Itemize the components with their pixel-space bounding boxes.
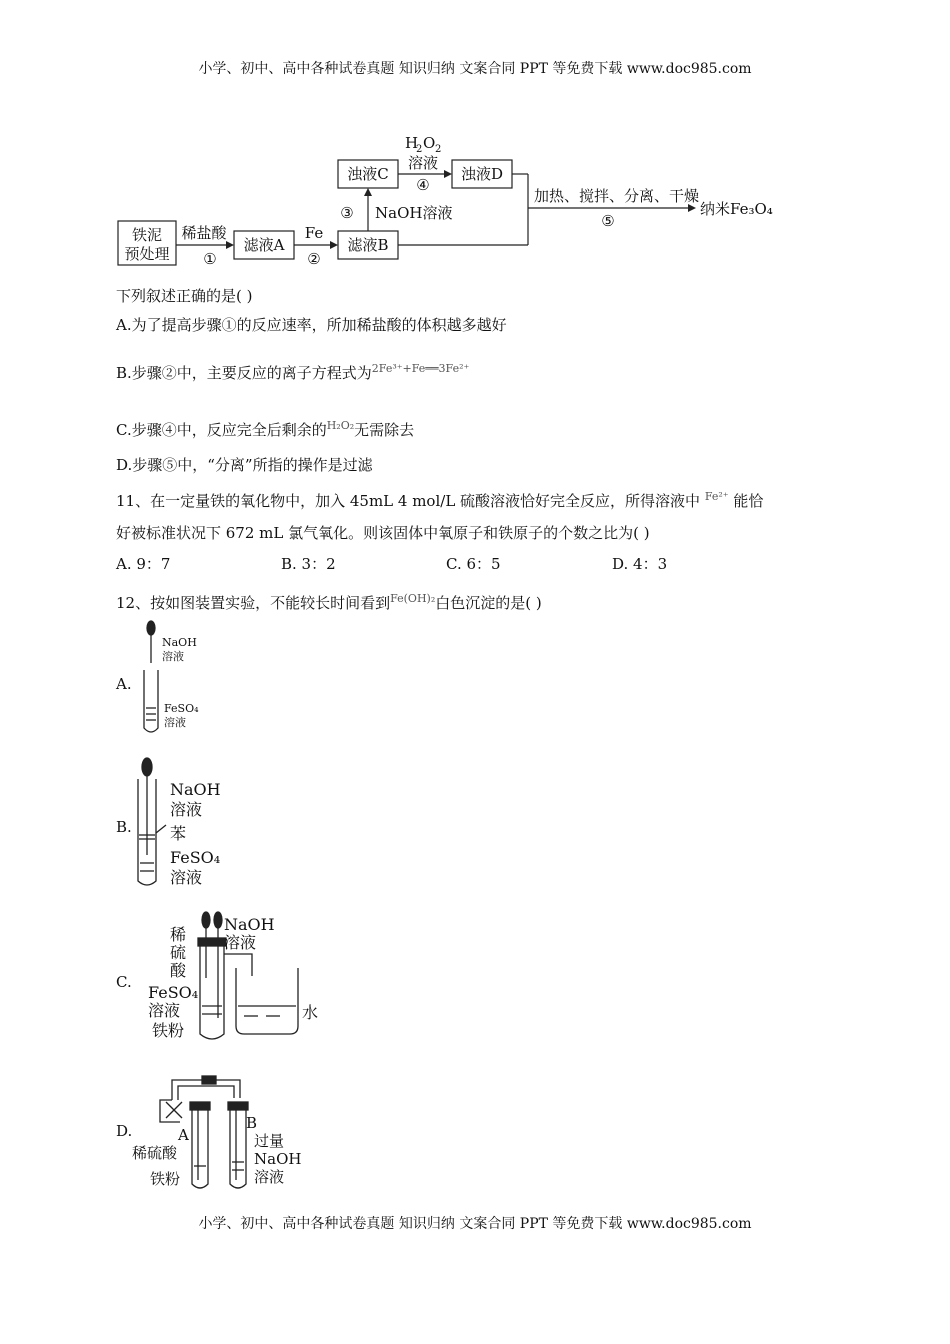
arrow4-h: H bbox=[405, 134, 419, 152]
page-header: 小学、初中、高中各种试卷真题 知识归纳 文案合同 PPT 等免费下载 www.doc985.com bbox=[198, 61, 752, 77]
fig-c-naoh: NaOH bbox=[224, 915, 275, 934]
arrow3-step: ③ bbox=[340, 204, 354, 222]
fig-c-acid2: 硫 bbox=[170, 943, 187, 962]
q12-label-c: C. bbox=[116, 973, 132, 991]
process-flow-diagram bbox=[110, 128, 810, 268]
box-b-label: 滤液B bbox=[347, 236, 389, 254]
fig-d-naoh: NaOH bbox=[254, 1150, 302, 1168]
arrow4-step: ④ bbox=[416, 176, 430, 194]
apparatus-a-diagram bbox=[130, 618, 220, 740]
box-start-line2: 预处理 bbox=[124, 245, 170, 263]
apparatus-c-diagram bbox=[140, 908, 320, 1048]
q11-line2: 好被标准状况下 672 mL 氯气氧化。则该固体中氧原子和铁原子的个数之比为( ) bbox=[116, 524, 650, 542]
apparatus-b-diagram bbox=[130, 755, 240, 893]
q12-label-a: A. bbox=[116, 675, 132, 693]
q11-line1-pre: 11、在一定量铁的氧化物中，加入 45mL 4 mol/L 硫酸溶液恰好完全反应，所得溶液中 bbox=[116, 492, 701, 510]
q10-stem: 下列叙述正确的是( ) bbox=[116, 287, 253, 305]
q12-label-d: D. bbox=[116, 1122, 133, 1140]
box-a-label: 滤液A bbox=[243, 236, 285, 254]
q10-option-c-formula: H₂O₂ bbox=[326, 419, 355, 432]
q12-stem-pre: 12、按如图装置实验，不能较长时间看到 bbox=[116, 594, 391, 612]
fig-b-naoh: NaOH bbox=[170, 780, 221, 799]
q10-option-c bbox=[116, 419, 414, 440]
fig-d-acid: 稀硫酸 bbox=[132, 1144, 178, 1162]
q10-option-c-post: 无需除去 bbox=[354, 421, 415, 439]
q10-option-d: D.步骤⑤中，“分离”所指的操作是过滤 bbox=[116, 456, 373, 474]
fig-b-feso4: FeSO₄ bbox=[170, 848, 221, 867]
q10-option-c-pre: C.步骤④中，反应完全后剩余的 bbox=[116, 421, 327, 439]
box-c-label: 浊液C bbox=[347, 165, 389, 183]
fig-c-water: 水 bbox=[302, 1003, 319, 1022]
arrow3-reagent: NaOH溶液 bbox=[375, 204, 453, 222]
fig-d-iron: 铁粉 bbox=[150, 1170, 181, 1188]
arrow4-o: O bbox=[423, 134, 436, 152]
box-start-line1: 铁泥 bbox=[131, 226, 163, 244]
fig-c-naoh-sol: 溶液 bbox=[224, 933, 257, 952]
fig-b-naoh-sol: 溶液 bbox=[170, 800, 203, 819]
apparatus-d-diagram bbox=[132, 1062, 312, 1194]
product-label: 纳米Fe₃O₄ bbox=[700, 200, 773, 218]
arrow1-step: ① bbox=[203, 250, 217, 268]
arrow2-reagent: Fe bbox=[304, 224, 324, 242]
fig-d-sol: 溶液 bbox=[254, 1168, 285, 1186]
fig-a-feso4: FeSO₄ bbox=[164, 702, 199, 715]
q12-stem bbox=[116, 592, 542, 613]
fig-a-feso4-sol: 溶液 bbox=[164, 716, 186, 729]
arrow4-sub2: 2 bbox=[435, 144, 442, 155]
arrow5-ops: 加热、搅拌、分离、干燥 bbox=[534, 187, 700, 205]
fig-d-excess: 过量 bbox=[254, 1132, 285, 1150]
fig-b-feso4-sol: 溶液 bbox=[170, 868, 203, 887]
fig-c-acid1: 稀 bbox=[170, 925, 187, 944]
q12-stem-post: 白色沉淀的是( ) bbox=[435, 594, 542, 612]
q10-option-b-formula: 2Fe³⁺+Fe══3Fe²⁺ bbox=[371, 362, 470, 375]
fig-c-feso4-sol: 溶液 bbox=[148, 1001, 181, 1020]
q11-option-b: B. 3：2 bbox=[281, 555, 336, 573]
q11-option-a: A. 9：7 bbox=[116, 555, 171, 573]
q10-option-a: A.为了提高步骤①的反应速率，所加稀盐酸的体积越多越好 bbox=[116, 316, 507, 334]
arrow5-step: ⑤ bbox=[601, 212, 615, 230]
fig-c-iron: 铁粉 bbox=[152, 1021, 185, 1040]
q11-line1-formula: Fe²⁺ bbox=[704, 490, 729, 503]
box-d-label: 浊液D bbox=[460, 165, 504, 183]
q12-stem-formula: Fe(OH)₂ bbox=[390, 592, 436, 605]
arrow1-reagent: 稀盐酸 bbox=[181, 224, 227, 242]
fig-b-benzene: 苯 bbox=[170, 824, 187, 843]
fig-d-a: A bbox=[178, 1126, 189, 1144]
q11-option-d: D. 4：3 bbox=[612, 555, 668, 573]
q10-option-b-text: B.步骤②中，主要反应的离子方程式为 bbox=[116, 364, 372, 382]
fig-c-feso4: FeSO₄ bbox=[148, 983, 199, 1002]
q11-option-c: C. 6：5 bbox=[446, 555, 501, 573]
q12-label-b: B. bbox=[116, 818, 132, 836]
page-footer: 小学、初中、高中各种试卷真题 知识归纳 文案合同 PPT 等免费下载 www.doc985.com bbox=[198, 1216, 752, 1232]
q11-line1 bbox=[116, 490, 763, 511]
fig-d-b: B bbox=[246, 1114, 258, 1132]
arrow4-solution: 溶液 bbox=[407, 154, 439, 172]
fig-a-naoh-sol: 溶液 bbox=[162, 650, 184, 663]
arrow4-sub1: 2 bbox=[416, 144, 423, 155]
arrow2-step: ② bbox=[307, 250, 321, 268]
q11-line1-post: 能恰 bbox=[733, 492, 764, 510]
fig-a-naoh: NaOH bbox=[162, 636, 197, 649]
fig-c-acid3: 酸 bbox=[170, 961, 187, 980]
q10-option-b bbox=[116, 362, 469, 383]
